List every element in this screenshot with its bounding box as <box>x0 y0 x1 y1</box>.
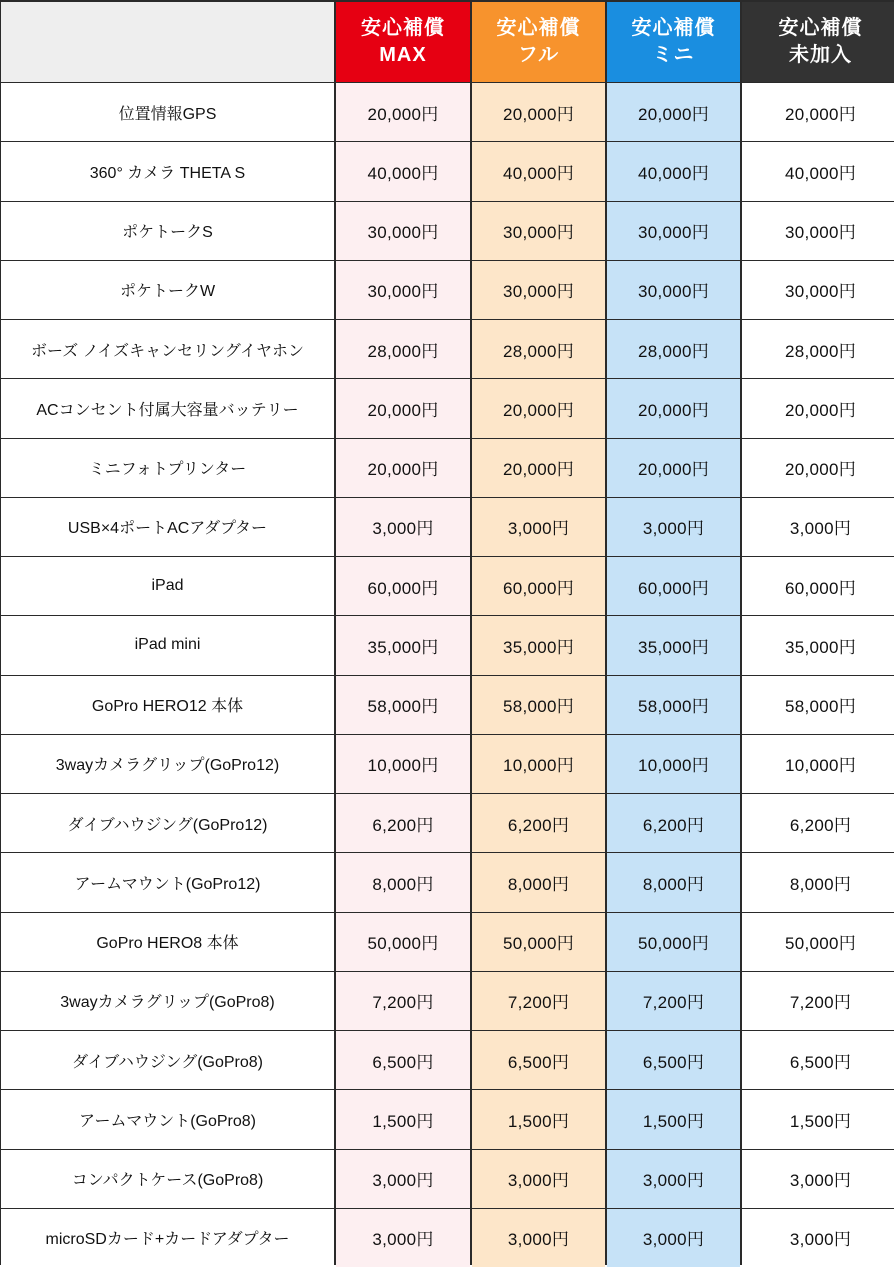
price-cell-full: 3,000円 <box>472 1209 605 1267</box>
price-cell-full: 6,500円 <box>472 1031 605 1089</box>
price-cell-mini: 30,000円 <box>607 261 740 319</box>
item-name-cell: アームマウント(GoPro12) <box>1 853 334 911</box>
item-name-cell: iPad mini <box>1 616 334 674</box>
item-name-cell: 360° カメラ THETA S <box>1 142 334 200</box>
price-cell-max: 20,000円 <box>336 439 470 497</box>
price-cell-max: 6,500円 <box>336 1031 470 1089</box>
price-cell-full: 8,000円 <box>472 853 605 911</box>
price-cell-none: 40,000円 <box>742 142 894 200</box>
price-cell-full: 20,000円 <box>472 379 605 437</box>
price-cell-max: 3,000円 <box>336 1150 470 1208</box>
header-plan-max <box>336 2 470 82</box>
price-cell-max: 50,000円 <box>336 913 470 971</box>
price-cell-mini: 35,000円 <box>607 616 740 674</box>
price-cell-max: 3,000円 <box>336 498 470 556</box>
item-name-cell: microSDカード+カードアダプター <box>1 1209 334 1267</box>
price-cell-none: 3,000円 <box>742 1150 894 1208</box>
header-plan-full-line2: フル <box>517 44 560 66</box>
price-cell-max: 10,000円 <box>336 735 470 793</box>
item-name-cell: ポケトークW <box>1 261 334 319</box>
header-corner-cell <box>1 2 334 82</box>
price-cell-max: 30,000円 <box>336 261 470 319</box>
price-cell-mini: 20,000円 <box>607 439 740 497</box>
price-cell-mini: 60,000円 <box>607 557 740 615</box>
price-cell-max: 7,200円 <box>336 972 470 1030</box>
header-plan-full-line1: 安心補償 <box>496 17 581 39</box>
price-cell-mini: 1,500円 <box>607 1090 740 1148</box>
price-cell-full: 3,000円 <box>472 1150 605 1208</box>
item-name-cell: USB×4ポートACアダプター <box>1 498 334 556</box>
header-plan-max-line1: 安心補償 <box>361 17 445 39</box>
item-name-cell: 3wayカメラグリップ(GoPro12) <box>1 735 334 793</box>
price-cell-none: 20,000円 <box>742 83 894 141</box>
price-cell-max: 20,000円 <box>336 83 470 141</box>
item-name-cell: iPad <box>1 557 334 615</box>
item-name-cell: コンパクトケース(GoPro8) <box>1 1150 334 1208</box>
item-name-cell: ボーズ ノイズキャンセリングイヤホン <box>1 320 334 378</box>
header-plan-none-line2: 未加入 <box>789 44 852 66</box>
price-cell-none: 8,000円 <box>742 853 894 911</box>
price-cell-max: 28,000円 <box>336 320 470 378</box>
price-cell-full: 30,000円 <box>472 202 605 260</box>
header-plan-max-line2: MAX <box>379 44 427 66</box>
price-cell-none: 30,000円 <box>742 261 894 319</box>
price-cell-full: 7,200円 <box>472 972 605 1030</box>
price-cell-max: 40,000円 <box>336 142 470 200</box>
price-cell-none: 30,000円 <box>742 202 894 260</box>
header-plan-none <box>742 2 894 82</box>
price-cell-full: 50,000円 <box>472 913 605 971</box>
item-name-cell: GoPro HERO8 本体 <box>1 913 334 971</box>
price-cell-max: 30,000円 <box>336 202 470 260</box>
price-cell-mini: 6,500円 <box>607 1031 740 1089</box>
price-cell-max: 35,000円 <box>336 616 470 674</box>
price-cell-mini: 20,000円 <box>607 379 740 437</box>
price-cell-full: 20,000円 <box>472 83 605 141</box>
item-name-cell: ACコンセント付属大容量バッテリー <box>1 379 334 437</box>
price-cell-full: 28,000円 <box>472 320 605 378</box>
price-cell-none: 50,000円 <box>742 913 894 971</box>
price-cell-mini: 10,000円 <box>607 735 740 793</box>
price-cell-mini: 3,000円 <box>607 498 740 556</box>
item-name-cell: ミニフォトプリンター <box>1 439 334 497</box>
price-cell-none: 20,000円 <box>742 379 894 437</box>
header-plan-mini-line1: 安心補償 <box>631 17 716 39</box>
price-cell-mini: 8,000円 <box>607 853 740 911</box>
price-cell-max: 58,000円 <box>336 676 470 734</box>
price-cell-full: 60,000円 <box>472 557 605 615</box>
price-cell-full: 35,000円 <box>472 616 605 674</box>
item-name-cell: ダイブハウジング(GoPro12) <box>1 794 334 852</box>
price-cell-max: 8,000円 <box>336 853 470 911</box>
price-cell-none: 28,000円 <box>742 320 894 378</box>
price-cell-mini: 28,000円 <box>607 320 740 378</box>
price-cell-none: 20,000円 <box>742 439 894 497</box>
price-cell-none: 1,500円 <box>742 1090 894 1148</box>
price-cell-full: 40,000円 <box>472 142 605 200</box>
price-cell-max: 3,000円 <box>336 1209 470 1267</box>
price-cell-full: 6,200円 <box>472 794 605 852</box>
price-cell-max: 6,200円 <box>336 794 470 852</box>
price-cell-none: 10,000円 <box>742 735 894 793</box>
item-name-cell: ダイブハウジング(GoPro8) <box>1 1031 334 1089</box>
price-cell-full: 20,000円 <box>472 439 605 497</box>
item-name-cell: GoPro HERO12 本体 <box>1 676 334 734</box>
item-name-cell: アームマウント(GoPro8) <box>1 1090 334 1148</box>
price-cell-mini: 40,000円 <box>607 142 740 200</box>
price-cell-mini: 58,000円 <box>607 676 740 734</box>
price-cell-mini: 6,200円 <box>607 794 740 852</box>
price-cell-full: 3,000円 <box>472 498 605 556</box>
price-cell-max: 60,000円 <box>336 557 470 615</box>
price-cell-mini: 3,000円 <box>607 1209 740 1267</box>
price-cell-max: 20,000円 <box>336 379 470 437</box>
item-name-cell: 位置情報GPS <box>1 83 334 141</box>
header-plan-mini-line2: ミニ <box>652 44 695 66</box>
price-cell-mini: 30,000円 <box>607 202 740 260</box>
price-cell-none: 3,000円 <box>742 498 894 556</box>
item-name-cell: ポケトークS <box>1 202 334 260</box>
price-cell-none: 6,500円 <box>742 1031 894 1089</box>
header-plan-mini <box>607 2 740 82</box>
price-cell-none: 3,000円 <box>742 1209 894 1267</box>
price-cell-mini: 20,000円 <box>607 83 740 141</box>
price-cell-none: 60,000円 <box>742 557 894 615</box>
price-cell-max: 1,500円 <box>336 1090 470 1148</box>
price-cell-none: 6,200円 <box>742 794 894 852</box>
price-cell-full: 30,000円 <box>472 261 605 319</box>
item-name-cell: 3wayカメラグリップ(GoPro8) <box>1 972 334 1030</box>
header-plan-none-line1: 安心補償 <box>778 17 863 39</box>
header-plan-full <box>472 2 605 82</box>
price-cell-none: 35,000円 <box>742 616 894 674</box>
price-cell-full: 10,000円 <box>472 735 605 793</box>
price-cell-mini: 7,200円 <box>607 972 740 1030</box>
price-cell-full: 1,500円 <box>472 1090 605 1148</box>
price-cell-none: 7,200円 <box>742 972 894 1030</box>
price-cell-mini: 50,000円 <box>607 913 740 971</box>
price-cell-none: 58,000円 <box>742 676 894 734</box>
price-cell-full: 58,000円 <box>472 676 605 734</box>
price-cell-mini: 3,000円 <box>607 1150 740 1208</box>
